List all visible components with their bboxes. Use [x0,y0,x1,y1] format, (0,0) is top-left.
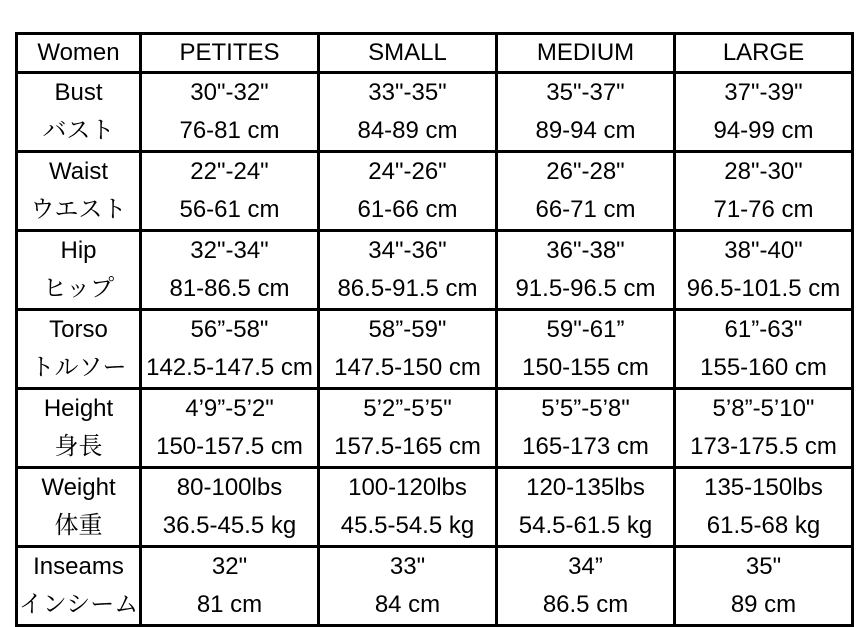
table-row-torso [17,310,853,389]
value-inches: 5’8”-5’10" [712,395,815,422]
value-metric: 61-66 cm [357,196,458,223]
table-row-hip [17,231,853,310]
table-row-bust [17,73,853,152]
value-inches: 5’5”-5’8" [541,395,630,422]
row-label-en: Waist [48,158,109,185]
value-metric: 66-71 cm [535,196,636,223]
cell-waist-large [675,152,853,231]
size-chart-table [15,32,854,627]
cell-weight-small [319,468,497,547]
cell-weight-large [675,468,853,547]
value-inches: 32" [211,553,248,580]
value-inches: 36"-38" [546,237,625,264]
cell-waist-small [319,152,497,231]
row-label-height [17,389,141,468]
header-cell-large: LARGE [675,34,853,73]
value-inches: 24"-26" [368,158,447,185]
cell-torso-medium [497,310,675,389]
value-inches: 28"-30" [724,158,803,185]
row-label-en: Torso [49,316,108,343]
row-label-weight [17,468,141,547]
value-inches: 26"-28" [546,158,625,185]
value-inches: 37"-39" [724,79,803,106]
value-inches: 4’9”-5’2" [185,395,274,422]
value-inches: 34"-36" [368,237,447,264]
value-kg: 36.5-45.5 kg [162,512,297,539]
cell-height-large [675,389,853,468]
header-cell-small: SMALL [319,34,497,73]
cell-height-medium [497,389,675,468]
value-inches: 35" [745,553,782,580]
value-metric: 91.5-96.5 cm [515,275,656,302]
value-inches: 34” [568,553,603,580]
row-label-bust [17,73,141,152]
table-row-waist [17,152,853,231]
value-metric: 81 cm [196,591,263,618]
cell-height-petites [141,389,319,468]
row-label-waist [17,152,141,231]
cell-torso-small [319,310,497,389]
cell-inseams-small [319,547,497,626]
value-inches: 58”-59" [368,316,447,343]
cell-inseams-petites [141,547,319,626]
value-metric: 96.5-101.5 cm [686,275,841,302]
cell-height-small [319,389,497,468]
value-metric: 81-86.5 cm [169,275,290,302]
value-metric: 89 cm [730,591,797,618]
cell-hip-small [319,231,497,310]
value-metric: 89-94 cm [535,117,636,144]
row-label-en: Bust [54,79,103,106]
value-inches: 33"-35" [368,79,447,106]
value-inches: 22"-24" [190,158,269,185]
cell-hip-large [675,231,853,310]
value-kg: 45.5-54.5 kg [340,512,475,539]
cell-torso-large [675,310,853,389]
value-inches: 56”-58" [190,316,269,343]
value-metric: 157.5-165 cm [334,433,481,460]
value-lbs: 100-120lbs [348,474,467,501]
cell-bust-large [675,73,853,152]
cell-bust-small [319,73,497,152]
cell-torso-petites [141,310,319,389]
row-label-en: Height [43,395,114,422]
table-row-weight [17,468,853,547]
value-metric: 84-89 cm [357,117,458,144]
row-label-ja: ウエスト [30,196,127,223]
row-label-en: Inseams [33,553,124,580]
value-metric: 150-155 cm [522,354,649,381]
cell-hip-petites [141,231,319,310]
row-label-en: Weight [41,474,116,501]
table-row-inseams [17,547,853,626]
row-label-ja: 体重 [54,512,103,539]
header-cell-petites: PETITES [141,34,319,73]
value-lbs: 80-100lbs [176,474,283,501]
cell-bust-medium [497,73,675,152]
value-kg: 54.5-61.5 kg [518,512,653,539]
value-metric: 56-61 cm [179,196,280,223]
value-inches: 61”-63" [724,316,803,343]
value-metric: 86.5 cm [542,591,629,618]
cell-waist-petites [141,152,319,231]
row-label-en: Hip [60,237,97,264]
value-metric: 147.5-150 cm [334,354,481,381]
cell-inseams-medium [497,547,675,626]
value-metric: 165-173 cm [522,433,649,460]
value-metric: 150-157.5 cm [156,433,303,460]
value-metric: 155-160 cm [700,354,827,381]
row-label-inseams [17,547,141,626]
row-label-ja: バスト [42,117,115,144]
value-inches: 38"-40" [724,237,803,264]
cell-weight-petites [141,468,319,547]
value-metric: 71-76 cm [713,196,814,223]
value-metric: 84 cm [374,591,441,618]
value-kg: 61.5-68 kg [706,512,821,539]
value-lbs: 120-135lbs [526,474,645,501]
header-cell-medium: MEDIUM [497,34,675,73]
value-metric: 94-99 cm [713,117,814,144]
row-label-ja: 身長 [54,433,103,460]
row-label-ja: ヒップ [42,275,115,302]
row-label-ja: トルソー [30,354,127,381]
header-cell-women: Women [17,34,141,73]
row-label-ja: インシーム [18,591,139,618]
value-lbs: 135-150lbs [704,474,823,501]
cell-bust-petites [141,73,319,152]
value-inches: 35"-37" [546,79,625,106]
cell-hip-medium [497,231,675,310]
header-row [17,34,853,73]
value-inches: 30"-32" [190,79,269,106]
value-inches: 5’2”-5’5" [363,395,452,422]
table-row-height [17,389,853,468]
value-metric: 86.5-91.5 cm [337,275,478,302]
value-metric: 142.5-147.5 cm [146,354,313,381]
value-inches: 33" [389,553,426,580]
cell-weight-medium [497,468,675,547]
value-inches: 59"-61” [546,316,625,343]
cell-waist-medium [497,152,675,231]
row-label-torso [17,310,141,389]
value-inches: 32"-34" [190,237,269,264]
cell-inseams-large [675,547,853,626]
size-chart [15,32,854,627]
value-metric: 173-175.5 cm [690,433,837,460]
row-label-hip [17,231,141,310]
value-metric: 76-81 cm [179,117,280,144]
